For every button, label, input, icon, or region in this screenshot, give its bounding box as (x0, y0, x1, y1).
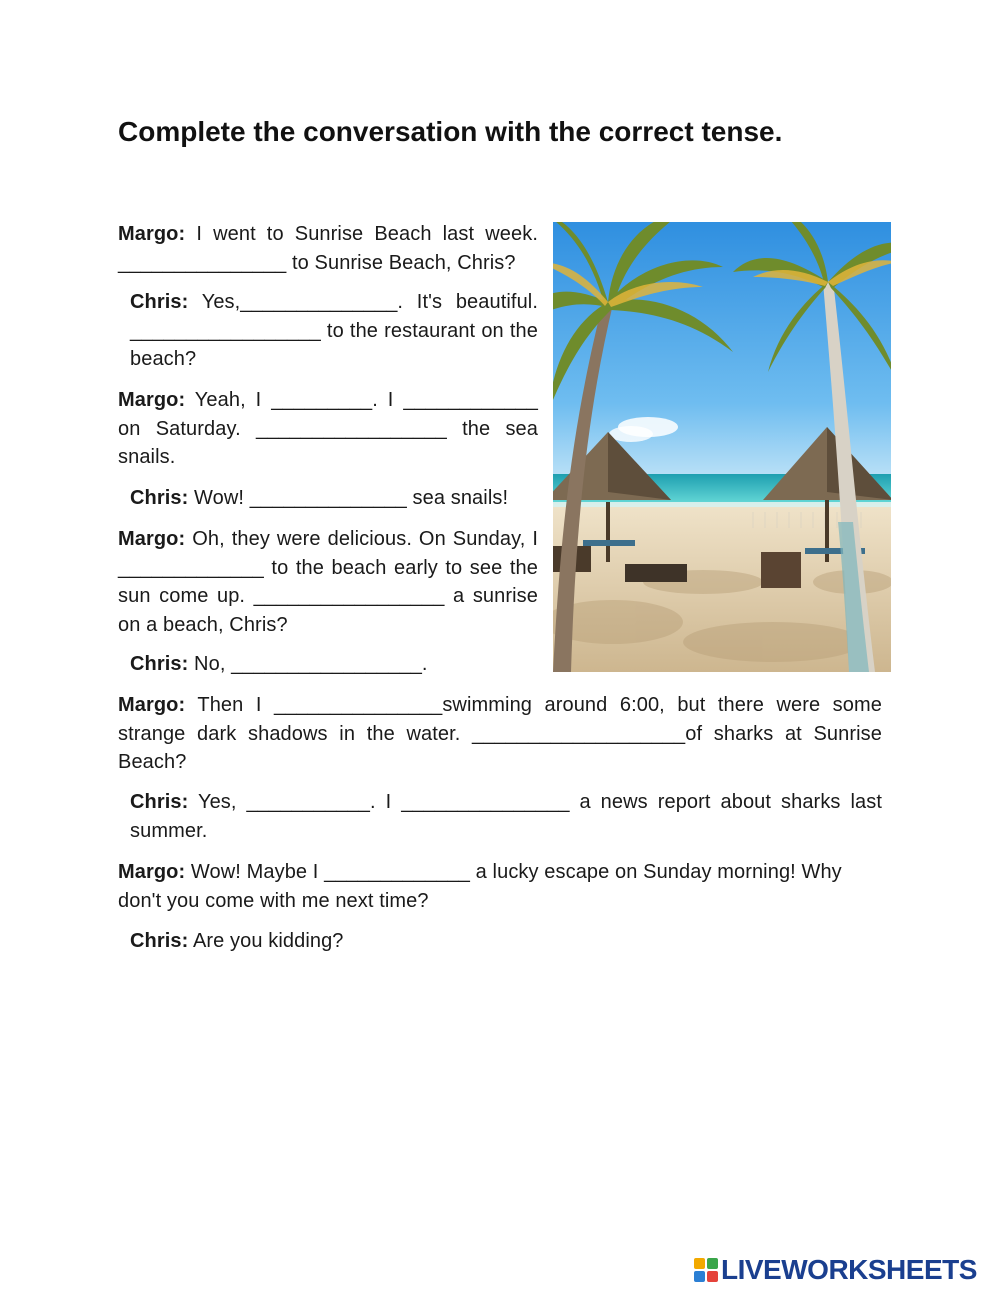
speaker-label: Chris: (130, 291, 189, 313)
liveworksheets-logo (693, 1255, 977, 1285)
dialogue-line (118, 288, 538, 374)
speaker-label: Chris: (130, 791, 189, 813)
beach-photo (553, 222, 891, 672)
speaker-label: Margo: (118, 694, 186, 716)
dialogue-text: Wow! Maybe I _____________ a lucky escape on Sunday morning! Why don't you come with me next time? (118, 861, 842, 912)
dialogue-text: Wow! ______________ sea snails! (188, 487, 509, 509)
dialogue-line (118, 525, 538, 639)
dialogue-text: Are you kidding? (188, 930, 344, 952)
speaker-label: Margo: (118, 389, 186, 411)
speaker-label: Margo: (118, 861, 186, 883)
speaker-label: Chris: (130, 653, 189, 675)
dialogue-line (118, 858, 882, 915)
dialogue-line (118, 386, 538, 472)
logo-wordmark: LIVEWORKSHEETS (721, 1254, 977, 1285)
speaker-label: Margo: (118, 223, 186, 245)
dialogue-text: I went to Sunrise Beach last week. _______________ to Sunrise Beach, Chris? (118, 223, 538, 274)
dialogue-line (118, 691, 882, 777)
dialogue-text: Yes, ___________. I _______________ a news report about sharks last summer. (130, 791, 882, 842)
speaker-label: Chris: (130, 930, 189, 952)
dialogue-line (118, 220, 538, 277)
liveworksheets-logo-icon (693, 1257, 719, 1283)
dialogue-text: Yes,______________. It's beautiful. _________________ to the restaurant on the beach? (130, 291, 538, 370)
dialogue-line (118, 788, 882, 845)
dialogue-line (118, 927, 882, 956)
speaker-label: Chris: (130, 487, 189, 509)
dialogue-text: No, _________________. (188, 653, 428, 675)
dialogue-line (118, 650, 538, 679)
dialogue-text: Yeah, I _________. I ____________ on Saturday. _________________ the sea snails. (118, 389, 538, 468)
dialogue-text: Oh, they were delicious. On Sunday, I _____________ to the beach early to see the sun come up. _________________ a sunrise on a beach, Chris? (118, 528, 538, 636)
dialogue-text: Then I _______________swimming around 6:00, but there were some strange dark shadows in the water. ___________________of sharks at Sunrise Beach? (118, 694, 882, 773)
worksheet-title: Complete the conversation with the correct tense. (118, 116, 783, 147)
dialogue-line (118, 484, 538, 513)
speaker-label: Margo: (118, 528, 186, 550)
